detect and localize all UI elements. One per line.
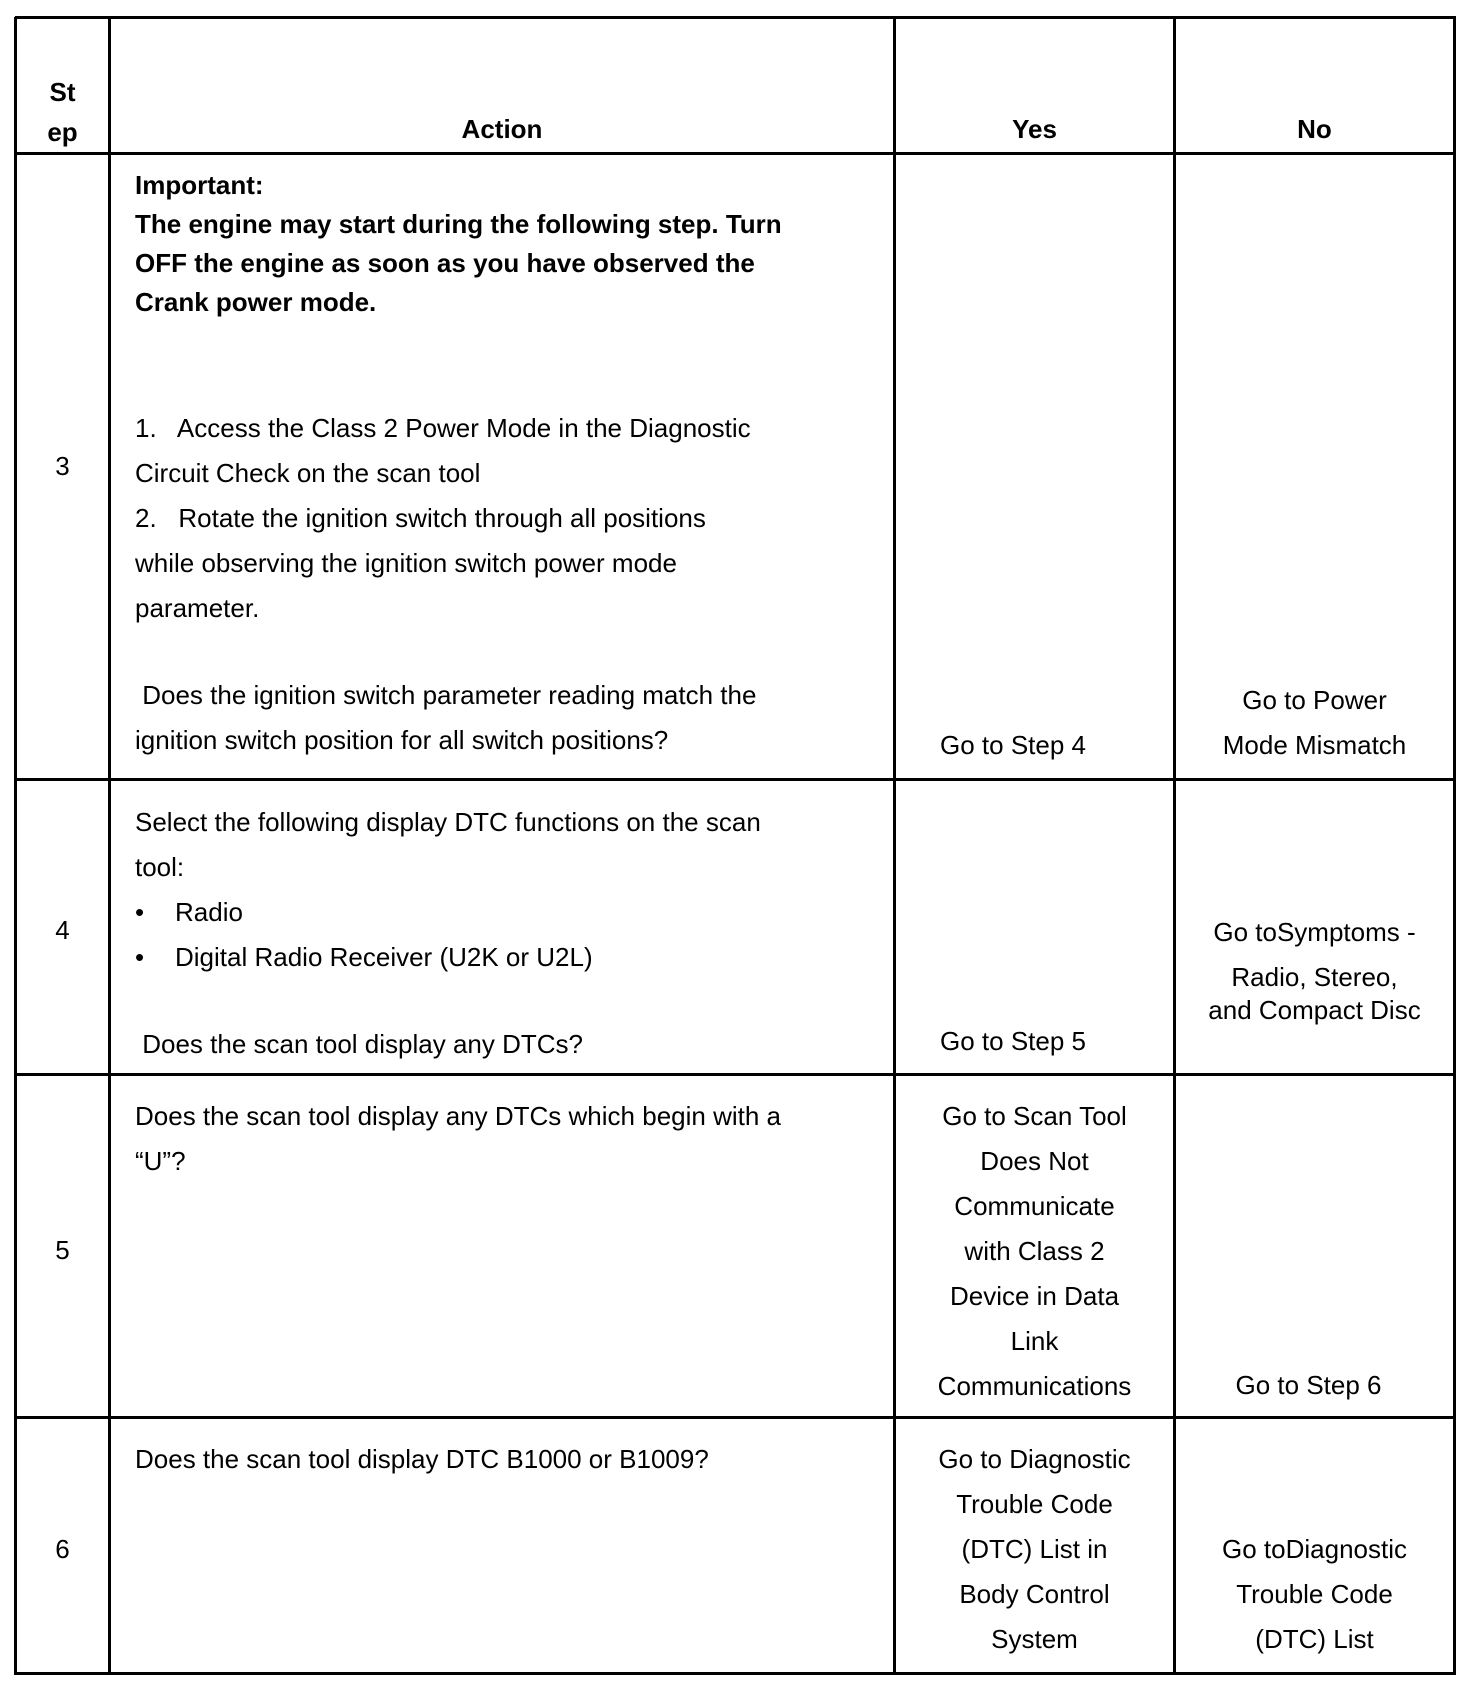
no-cell: Go to Step 6: [1235, 1370, 1382, 1400]
important-text-line: The engine may start during the following step. Turn: [135, 209, 782, 239]
intro-line: Select the following display DTC functions on the scan: [135, 807, 761, 837]
no-line: Go to Power: [1242, 685, 1387, 715]
instruction-line: while observing the ignition switch power mode: [135, 548, 677, 578]
yes-cell: Go to Step 4: [940, 730, 1086, 760]
no-line: and Compact Disc: [1208, 995, 1421, 1025]
table-border-top: [15, 16, 1456, 19]
yes-line: Communicate: [954, 1191, 1115, 1221]
question-line: “U”?: [135, 1146, 186, 1176]
yes-line: Go to Diagnostic: [938, 1444, 1131, 1474]
instruction-line: 1. Access the Class 2 Power Mode in the Diagnostic: [135, 413, 751, 443]
yes-line: (DTC) List in: [961, 1534, 1108, 1564]
question-line: Does the scan tool display any DTCs?: [135, 1029, 583, 1059]
action-cell: [135, 1437, 885, 1482]
yes-line: Communications: [937, 1371, 1132, 1401]
header-yes: Yes: [1012, 114, 1057, 144]
no-cell: [1176, 678, 1453, 768]
no-cell: [1176, 1527, 1453, 1662]
header-step-line: ep: [47, 117, 78, 147]
no-line: Go toDiagnostic: [1222, 1534, 1407, 1564]
no-cell: [1176, 916, 1453, 1027]
action-cell: [135, 1094, 885, 1184]
list-item: [135, 935, 885, 980]
yes-line: Device in Data: [949, 1281, 1120, 1311]
row-divider: [15, 1416, 1456, 1419]
yes-line: Go to Scan Tool: [942, 1101, 1127, 1131]
yes-line: Does Not: [980, 1146, 1089, 1176]
header-step-line: St: [49, 77, 76, 107]
question-line: ignition switch position for all switch positions?: [135, 725, 669, 755]
step-number: 5: [55, 1235, 70, 1265]
no-line: Mode Mismatch: [1222, 730, 1407, 760]
action-cell: [135, 166, 885, 763]
no-line: (DTC) List: [1255, 1624, 1374, 1654]
column-divider: [1173, 17, 1176, 1675]
yes-line: Body Control: [959, 1579, 1110, 1609]
bullet-icon: •: [135, 897, 145, 927]
no-line: Trouble Code: [1236, 1579, 1393, 1609]
row-divider: [15, 152, 1456, 155]
yes-line: with Class 2: [964, 1236, 1105, 1266]
question-line: Does the scan tool display any DTCs which begin with a: [135, 1101, 781, 1131]
table-border-left: [14, 17, 17, 1675]
table-border-right: [1453, 17, 1456, 1675]
row-divider: [15, 1073, 1456, 1076]
bullet-icon: •: [135, 942, 145, 972]
yes-cell: [896, 1437, 1173, 1662]
question-line: Does the ignition switch parameter reading match the: [135, 680, 757, 710]
step-number: 3: [55, 451, 70, 481]
instruction-line: parameter.: [135, 593, 260, 623]
list-item: [135, 890, 885, 935]
header-no: No: [1297, 114, 1332, 144]
action-cell: [135, 800, 885, 1067]
list-item-text: Digital Radio Receiver (U2K or U2L): [175, 942, 593, 972]
instruction-line: Circuit Check on the scan tool: [135, 458, 481, 488]
question-line: Does the scan tool display DTC B1000 or B1009?: [135, 1444, 709, 1474]
column-divider: [108, 17, 111, 1675]
header-action: Action: [461, 114, 543, 144]
header-step: [17, 72, 108, 152]
row-divider: [15, 778, 1456, 781]
instruction-line: 2. Rotate the ignition switch through all positions: [135, 503, 706, 533]
no-line: Radio, Stereo,: [1231, 962, 1398, 992]
step-number: 6: [55, 1534, 70, 1564]
yes-line: Link: [1010, 1326, 1059, 1356]
yes-line: Trouble Code: [956, 1489, 1113, 1519]
list-item-text: Radio: [175, 897, 243, 927]
column-divider: [893, 17, 896, 1675]
yes-cell: [896, 1094, 1173, 1409]
important-text-line: Crank power mode.: [135, 287, 377, 317]
step-number: 4: [55, 915, 70, 945]
intro-line: tool:: [135, 852, 185, 882]
yes-cell: Go to Step 5: [940, 1026, 1086, 1056]
table-border-bottom: [15, 1672, 1456, 1675]
important-text-line: OFF the engine as soon as you have observed the: [135, 248, 755, 278]
no-line: Go toSymptoms -: [1213, 917, 1416, 947]
yes-line: System: [991, 1624, 1078, 1654]
important-label: Important:: [135, 170, 264, 200]
